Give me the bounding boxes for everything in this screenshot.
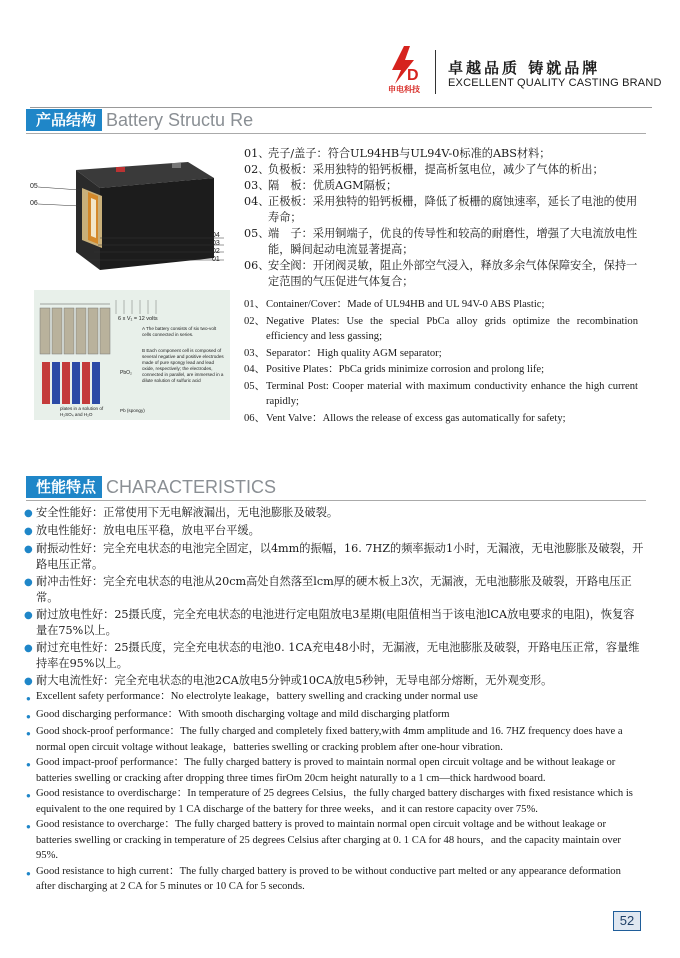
bullet-icon: ● <box>26 791 31 800</box>
list-item: 01、 壳子/盖子：符合UL94HB与UL94V-0标准的ABS材料； <box>244 147 551 160</box>
list-item: ● Excellent safety performance：No electrolyte leakage，battery swelling and cracking under normal use <box>26 689 638 707</box>
bullet-icon: ● <box>24 676 33 687</box>
brand-logo <box>382 44 426 96</box>
list-item: ● Good resistance to overdischarge：In temperature of 25 degrees Celsius，the fully charged battery discharges with fixed resistance which is equivalent to the one required by 1 CA discharge of the battery for three weeks，and it can restore capacity over 75%. <box>26 786 638 817</box>
bullet-icon: ● <box>26 760 31 769</box>
list-item: 06、 Vent Valve：Allows the release of excess gas automatically for safety; <box>244 412 566 424</box>
diagram-label-a: A The battery consists of six two-volt cells connected in series. <box>142 326 217 337</box>
callout-03: 03 <box>212 240 220 247</box>
cell-diagram <box>34 290 230 420</box>
list-item: ● Good impact-proof performance：The fully charged battery is proved to maintain normal open circuit voltage and be without leakage or batteries swelling or cracking after dropping three times firOm 20cm height naturally to a 1 cm—thick hardwood board. <box>26 755 638 786</box>
structure-section-header <box>26 109 253 131</box>
structure-list-en <box>244 297 638 427</box>
characteristics-list-cn <box>24 505 644 691</box>
header-divider <box>435 50 436 94</box>
list-item: 06、 安全阀：开闭阀灵敏，阻止外部空气浸入，释放多余气体保障安全，保持一定范围的气压促进气体复合； <box>244 259 638 288</box>
diagram-plates: plates in a solution of H₂SO₄ and H₂O <box>60 406 104 417</box>
bullet-icon: ● <box>24 544 33 555</box>
bullet-icon: ● <box>26 694 31 703</box>
list-item: ● 放电性能好：放电电压平稳，放电平台平缓。 <box>24 523 644 540</box>
bullet-icon: ● <box>24 508 33 519</box>
logo-text: 申电科技 <box>388 85 420 94</box>
callout-01: 01 <box>212 256 220 263</box>
list-item: 05、 端 子：采用铜端子，优良的传导性和较高的耐磨性，增强了大电流放电性能，瞬间起动电流显著提高； <box>244 227 638 256</box>
diagram-label-b: B Each component cell is composed of several negative and positive electrodes made of pure spongy lead and lead oxide, respectively; the electrodes, connected in parallel, are immersed in a dilute solution of sulfuric acid <box>142 348 224 383</box>
list-item: ● 安全性能好：正常使用下无电解液漏出，无电池膨胀及破裂。 <box>24 505 644 522</box>
characteristics-section-header <box>26 476 276 498</box>
list-item: ● 耐大电流性好：完全充电状态的电池2CA放电5分钟或10CA放电5秒钟，无导电部分熔断，无外观变形。 <box>24 673 644 690</box>
structure-rule <box>26 133 646 134</box>
characteristics-rule <box>26 500 646 501</box>
structure-title-en: Battery Structu Re <box>106 109 254 130</box>
list-item: ● Good resistance to high current：The fully charged battery is proved to be without conductive part melted or any appearance deformation after discharging at 2 CA for 5 minutes or 10 CA for 5 seconds. <box>26 864 638 895</box>
callout-04: 04 <box>212 232 220 239</box>
structure-list-cn <box>244 146 644 290</box>
slogan-en: EXCELLENT QUALITY CASTING BRAND <box>448 77 662 89</box>
list-item: 04、 Positive Plates：PbCa grids minimize corrosion and prolong life; <box>244 364 545 375</box>
bullet-icon: ● <box>26 729 31 738</box>
list-item: ● 耐过充电性好：25摄氏度，完全充电状态的电池0. 1CA充电48小时，无漏液，无电池膨胀及破裂，开路电压正常，容量维持率在95%以上。 <box>24 641 640 670</box>
svg-text:D: D <box>407 67 419 84</box>
structure-title-cn: 产品结构 <box>26 109 102 131</box>
callout-02: 02 <box>212 248 220 255</box>
list-item: ● 耐冲击性好：完全充电状态的电池从20cm高处自然落至lcm厚的硬木板上3次，无漏液，无电池膨胀及破裂，开路电压正常。 <box>24 575 632 604</box>
characteristics-title-en: CHARACTERISTICS <box>106 476 277 497</box>
list-item: ● Good resistance to overcharge：The fully charged battery is proved to maintain normal open circuit voltage and be without leakage or batteries swelling or cracking in temperature of 25 degrees Celsius after charging at 0. 1 CA for 48 hours，and the capacity maintain over 95%. <box>26 817 638 864</box>
list-item: 01、 Container/Cover：Made of UL94HB and UL 94V-0 ABS Plastic; <box>244 299 545 310</box>
bullet-icon: ● <box>24 643 33 654</box>
list-item: 02、 Negative Plates: Use the special PbCa alloy grids optimize the recombination efficiency and less gassing; <box>244 315 638 342</box>
characteristics-title-cn: 性能特点 <box>26 476 102 498</box>
list-item: ● 耐过放电性好：25摄氏度，完全充电状态的电池进行定电阻放电3星期(电阻值相当于该电池lCA放电要求的电阻)，恢复容量在75%以上。 <box>24 608 635 637</box>
battery-illustration <box>28 148 234 278</box>
list-item: 03、 Separator：High quality AGM separator; <box>244 347 442 359</box>
callout-06: 06 <box>30 200 38 207</box>
list-item: ● 耐振动性好：完全充电状态的电池完全固定，以4mm的振幅，16. 7HZ的频率振动1小时，无漏液，无电池膨胀及破裂，开路电压正常。 <box>24 542 644 571</box>
diagram-spongy: Pb (spongy) <box>120 408 145 413</box>
list-item: 02、 负极板：采用独特的铅钙板栅，提高析氢电位，减少了气体的析出； <box>244 163 604 176</box>
list-item: ● Good discharging performance：With smooth discharging voltage and mild discharging platform <box>26 707 638 725</box>
callout-05: 05 <box>30 183 38 190</box>
bullet-icon: ● <box>26 822 31 831</box>
list-item: 03、 隔 板：优质AGM隔板； <box>244 179 398 192</box>
list-item: ● Good shock-proof performance：The fully charged and completely fixed battery,with 4mm amplitude and 16. 7HZ frequency does have a normal open circuit voltage without leakage，batteries swelling or cracking problem after one-hour vibration. <box>26 724 638 755</box>
bullet-icon: ● <box>24 610 33 621</box>
bullet-icon: ● <box>24 526 33 537</box>
characteristics-list-en <box>26 689 638 895</box>
list-item: 05、 Terminal Post: Cooper material with maximum conductivity enhance the high current rapidly; <box>244 380 638 407</box>
list-item: 04、 正极板：采用独特的铅钙板栅，降低了板栅的腐蚀速率，延长了电池的使用寿命； <box>244 195 638 224</box>
slogan-cn: 卓越品质 铸就品牌 <box>448 59 601 77</box>
page-number: 52 <box>613 911 641 931</box>
bullet-icon: ● <box>26 711 31 721</box>
header-rule <box>30 107 652 108</box>
bullet-icon: ● <box>26 868 31 878</box>
bullet-icon: ● <box>24 577 33 588</box>
diagram-formula: 6 x V₁ = 12 volts <box>118 316 158 322</box>
diagram-pbo2: PbO₂ <box>120 370 132 376</box>
